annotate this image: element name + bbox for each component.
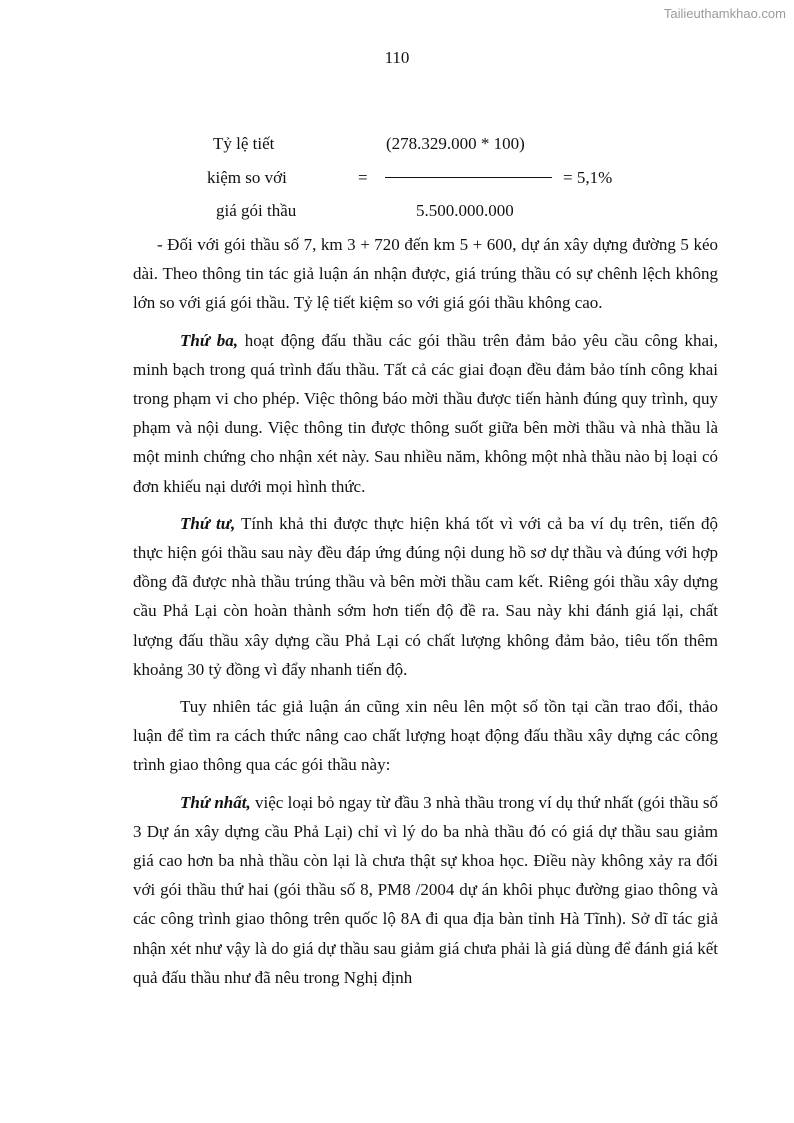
fraction-line (385, 177, 552, 178)
paragraph-thu-tu (133, 509, 718, 684)
page-number: 110 (384, 48, 410, 67)
lead-thu-nhat: Thứ nhất, (180, 792, 251, 812)
paragraph-thu-nhat (133, 788, 718, 992)
paragraph-thu-ba (133, 326, 718, 501)
formula-label-line2: kiệm so với (207, 168, 287, 187)
formula-label-line3: giá gói thầu (216, 201, 297, 220)
formula-label-line1: Tỷ lệ tiết (213, 134, 275, 153)
lead-thu-ba: Thứ ba, (180, 330, 239, 350)
formula-denominator: 5.500.000.000 (416, 201, 514, 220)
formula-equals: = (358, 168, 368, 187)
text-thu-ba: hoạt động đấu thầu các gói thầu trên đảm bảo yêu cầu công khai, minh bạch trong quá trình đấu thầu. Tất cả các giai đoạn đều đảm bảo tính công khai trong phạm vi cho phép. Việc thông báo mời thầu được tiến hành đúng quy trình, quy phạm và nội dung. Việc thông tin được thông suốt giữa bên mời thầu và nhà thầu là một minh chứng cho nhận xét này. Sau nhiều năm, không một nhà thầu nào bị loại có đơn khiếu nại dưới mọi hình thức. (133, 330, 718, 496)
paragraph-ton-tai: Tuy nhiên tác giả luận án cũng xin nêu lên một số tồn tại cần trao đổi, thảo luận để tìm ra cách thức nâng cao chất lượng hoạt động đấu thầu xây dựng các công trình giao thông qua các gói thầu này: (133, 697, 718, 775)
formula-numerator: (278.329.000 * 100) (386, 134, 525, 153)
text-thu-tu: Tính khả thi được thực hiện khá tốt vì với cả ba ví dụ trên, tiến độ thực hiện gói thầu sau này đều đáp ứng đúng nội dung hồ sơ dự thầu và đúng với hợp đồng đã được nhà thầu trúng thầu và bên mời thầu cam kết. Riêng gói thầu xây dựng cầu Phả Lại còn hoàn thành sớm hơn tiến độ đề ra. Sau này khi đánh giá lại, chất lượng đấu thầu xây dựng cầu Phả Lại có chất lượng không đảm bảo, tiêu tốn thêm khoảng 30 tỷ đồng vì đẩy nhanh tiến độ. (133, 513, 718, 679)
formula-result: = 5,1% (563, 168, 613, 187)
body-text (133, 230, 718, 1000)
watermark: Tailieuthamkhao.com (663, 6, 786, 21)
lead-thu-tu: Thứ tư, (180, 513, 236, 533)
text-thu-nhat: việc loại bỏ ngay từ đầu 3 nhà thầu trong ví dụ thứ nhất (gói thầu số 3 Dự án xây dựng cầu Phả Lại) chỉ vì lý do ba nhà thầu đó có giá dự thầu sau giảm giá cao hơn ba nhà thầu còn lại là chưa thật sự khoa học. Điều này không xảy ra đối với gói thầu thứ hai (gói thầu số 8, PM8 /2004 dự án khôi phục đường giao thông và các công trình giao thông trên quốc lộ 8A đi qua địa bàn tỉnh Hà Tĩnh). Sở dĩ tác giả nhận xét như vậy là do giá dự thầu sau giảm giá chưa phải là giá dùng để đánh giá kết quả đấu thầu như đã nêu trong Nghị định (133, 792, 719, 987)
paragraph-package-7: - Đối với gói thầu số 7, km 3 + 720 đến km 5 + 600, dự án xây dựng đường 5 kéo dài. Theo thông tin tác giả luận án nhận được, giá trúng thầu có sự chênh lệch không lớn so với giá gói thầu. Tỷ lệ tiết kiệm so với giá gói thầu không cao. (133, 235, 718, 313)
savings-ratio-formula (0, 130, 794, 225)
